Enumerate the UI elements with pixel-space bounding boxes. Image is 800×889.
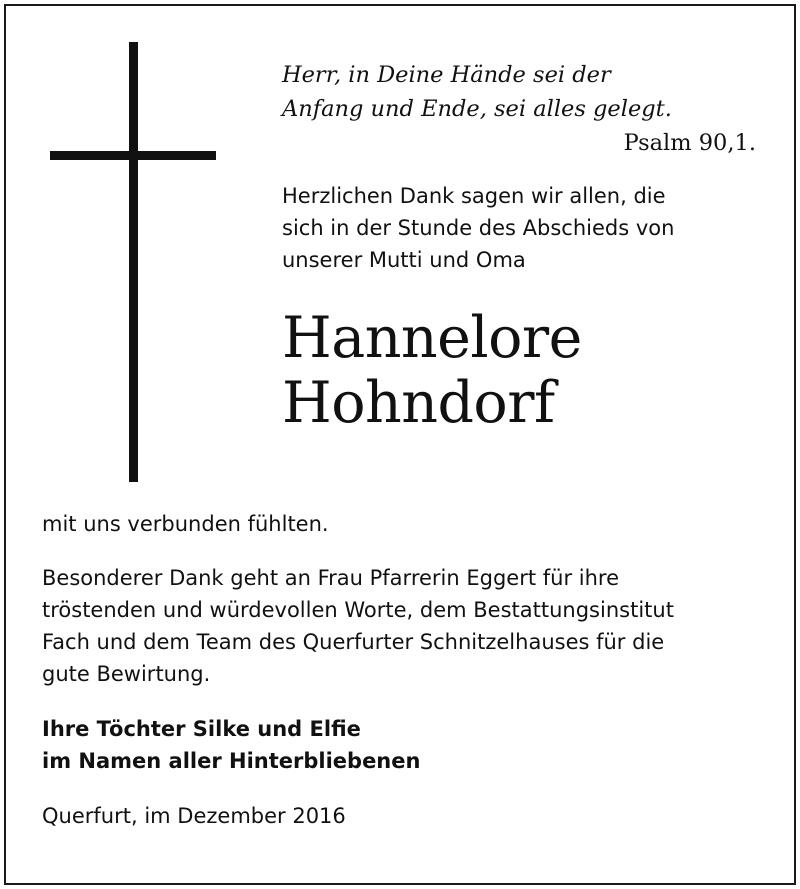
thanks-line: Besonderer Dank geht an Frau Pfarrerin Eggert für ihre bbox=[42, 566, 619, 590]
continuation-line: mit uns verbunden fühlten. bbox=[42, 512, 329, 536]
last-name: Hohndorf bbox=[282, 370, 555, 436]
signature bbox=[42, 713, 772, 777]
place-date bbox=[42, 800, 772, 832]
signature-line: im Namen aller Hinterbliebenen bbox=[42, 749, 421, 773]
special-thanks bbox=[42, 562, 772, 690]
thanks-intro bbox=[282, 180, 762, 276]
signature-line: Ihre Töchter Silke und Elfie bbox=[42, 717, 361, 741]
cross-icon-vertical bbox=[129, 42, 138, 482]
thanks-line: Fach und dem Team des Querfurter Schnitzelhauses für die bbox=[42, 630, 665, 654]
thanks-line: gute Bewirtung. bbox=[42, 662, 211, 686]
intro-line: sich in der Stunde des Abschieds von bbox=[282, 216, 675, 240]
place-date-line: Querfurt, im Dezember 2016 bbox=[42, 804, 346, 828]
intro-line: unserer Mutti und Oma bbox=[282, 248, 526, 272]
continuation-text bbox=[42, 508, 772, 540]
bible-verse bbox=[282, 58, 752, 126]
verse-line: Anfang und Ende, sei alles gelegt. bbox=[282, 96, 672, 122]
verse-line: Herr, in Deine Hände sei der bbox=[282, 62, 611, 88]
intro-line: Herzlichen Dank sagen wir allen, die bbox=[282, 184, 666, 208]
cross-icon-horizontal bbox=[50, 151, 216, 160]
thanks-line: tröstenden und würdevollen Worte, dem Bestattungsinstitut bbox=[42, 598, 674, 622]
verse-reference: Psalm 90,1. bbox=[623, 130, 756, 156]
deceased-name bbox=[282, 306, 582, 436]
first-name: Hannelore bbox=[282, 305, 582, 371]
